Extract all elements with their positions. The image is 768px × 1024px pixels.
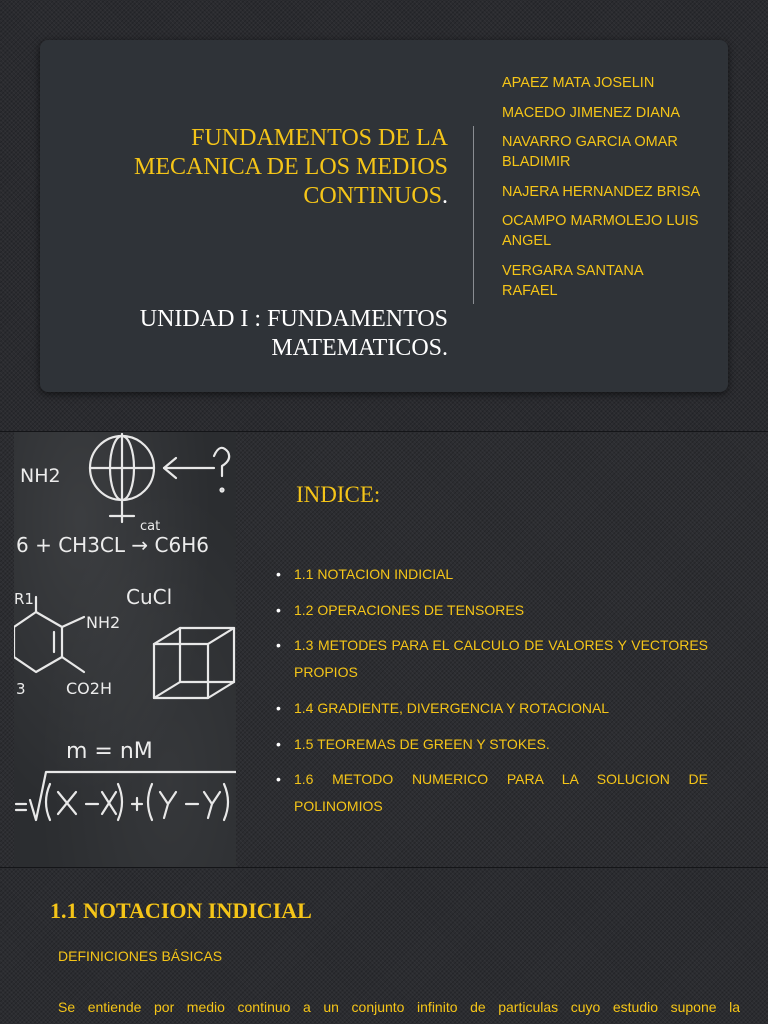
chalk-number: 3 xyxy=(16,680,26,698)
title-period: . xyxy=(442,183,448,209)
chalk-nh2-ring: NH2 xyxy=(86,613,121,632)
chalk-cucl: CuCl xyxy=(126,585,173,609)
chalkboard-image xyxy=(14,432,236,868)
bullet-icon: • xyxy=(276,566,281,582)
index-item: • 1.6 METODO NUMERICO PARA LA SOLUCION DE POLINOMIOS xyxy=(276,766,708,820)
author-name: OCAMPO MARMOLEJO LUIS ANGEL xyxy=(502,213,699,249)
bullet-icon: • xyxy=(276,771,281,787)
presentation-title: FUNDAMENTOS DE LA MECANICA DE LOS MEDIOS CONTINUOS. xyxy=(133,125,448,209)
author-name: VERGARA SANTANA RAFAEL xyxy=(502,262,643,299)
index-heading: INDICE: xyxy=(296,482,381,507)
notation-slide xyxy=(0,868,768,1024)
bullet-icon: • xyxy=(276,700,281,716)
cube-icon xyxy=(154,628,234,698)
author-list xyxy=(502,73,702,310)
globe-icon xyxy=(90,434,154,522)
index-item: • 1.1 NOTACION INDICIAL xyxy=(276,560,708,588)
arrow-question-icon xyxy=(164,448,229,492)
chalk-r1: R1 xyxy=(14,590,34,608)
unit-title: UNIDAD I : FUNDAMENTOS MATEMATICOS. xyxy=(139,306,448,361)
author-name: APAEZ MATA JOSELIN xyxy=(502,75,655,91)
author-name: NAJERA HERNANDEZ BRISA xyxy=(502,183,701,200)
chalkboard-drawing xyxy=(14,432,236,868)
benzene-ring-icon xyxy=(14,597,84,672)
chalk-formula-mass: m = nM xyxy=(66,739,153,764)
bullet-icon: • xyxy=(276,602,281,618)
chalk-catalyst: cat xyxy=(140,519,161,534)
index-item: • 1.4 GRADIENTE, DIVERGENCIA Y ROTACIONAL xyxy=(276,694,708,722)
chalk-co2h: CO2H xyxy=(66,679,112,698)
title-slide xyxy=(0,0,768,432)
section-subtitle: DEFINICIONES BÁSICAS xyxy=(58,948,223,964)
index-item: • 1.3 METODES PARA EL CALCULO DE VALORES Y VECTORES PROPIOS xyxy=(276,632,708,686)
section-title: 1.1 NOTACION INDICIAL xyxy=(50,898,312,923)
index-item: • 1.5 TEOREMAS DE GREEN Y STOKES. xyxy=(276,730,708,758)
index-item: • 1.2 OPERACIONES DE TENSORES xyxy=(276,596,708,624)
author-name: NAVARRO GARCIA OMAR BLADIMIR xyxy=(502,134,678,170)
bullet-icon: • xyxy=(276,736,281,752)
distance-formula-drawing xyxy=(16,772,236,820)
vertical-divider xyxy=(473,126,474,304)
author-name: MACEDO JIMENEZ DIANA xyxy=(502,104,681,121)
index-slide xyxy=(0,432,768,868)
bullet-icon: • xyxy=(276,637,281,653)
section-body-text: Se entiende por medio continuo a un conjunto infinito de particulas cuyo estudio supone la xyxy=(58,999,740,1015)
chalk-nh2-top: NH2 xyxy=(20,465,61,487)
chalk-reaction: 6 + CH3CL → C6H6 xyxy=(16,533,209,557)
index-list xyxy=(276,560,708,828)
